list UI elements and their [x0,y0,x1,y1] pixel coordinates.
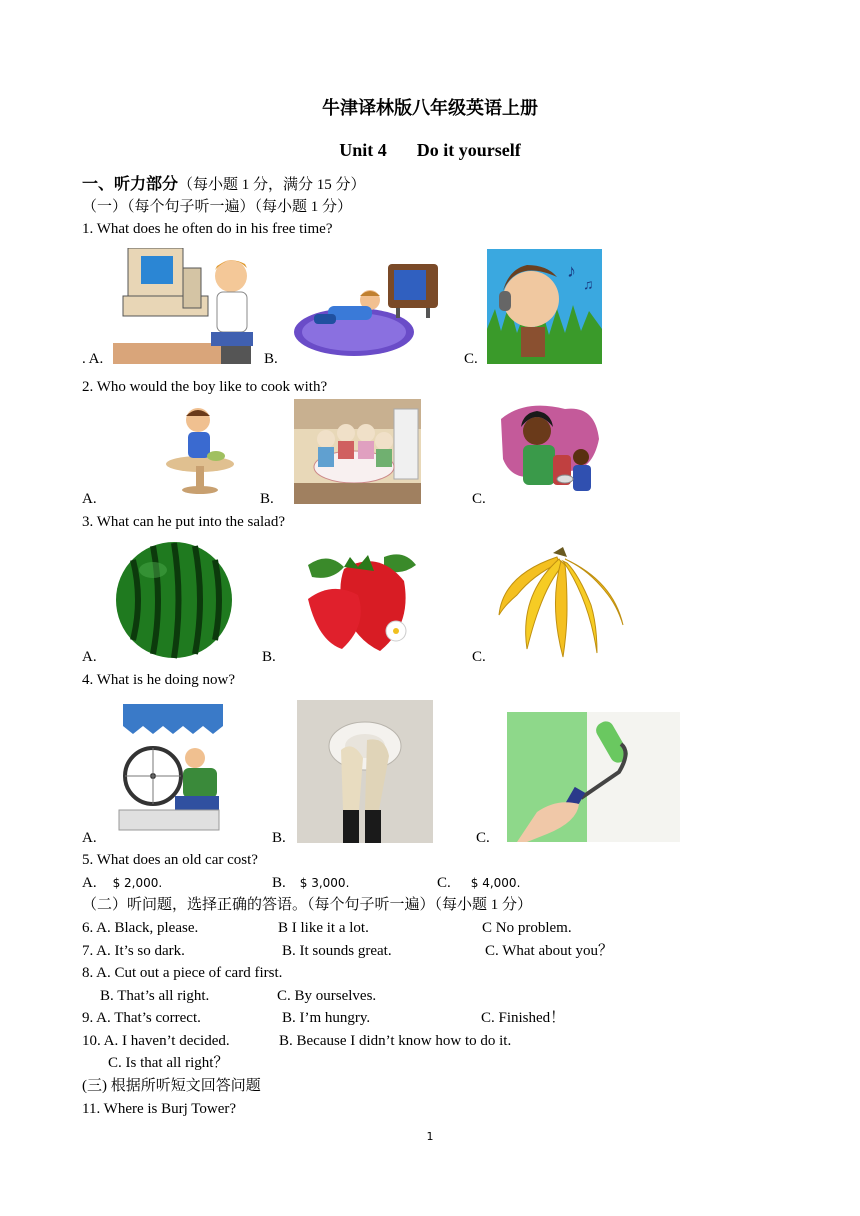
q10-option-c: C. Is that all right？ [108,1055,229,1071]
unit-title [0,140,860,161]
q10-option-a: 10. A. I haven’t decided. [82,1033,230,1049]
q5-option-b-value: $ 3,000. [299,876,350,890]
watermelon-image [113,540,235,662]
paint-wall-image [507,712,680,842]
question-1: 1. What does he often do in his free time? [82,221,333,237]
q5-option-a [82,874,162,892]
q2-option-b: B. [260,491,274,507]
q9-option-c: C. Finished！ [481,1010,566,1026]
q3-option-c: C. [472,649,486,665]
q5-option-a-label: A. [82,875,97,891]
q1-option-c: C. [464,351,478,367]
listening-music-image [487,249,602,364]
question-2: 2. Who would the boy like to cook with? [82,379,328,395]
q8-option-a: 8. A. Cut out a piece of card first. [82,965,283,981]
q7-option-a: 7. A. It’s so dark. [82,943,185,959]
q2-option-a: A. [82,491,97,507]
q4-option-a: A. [82,830,97,846]
q5-option-c-label: C. [437,875,451,891]
question-5: 5. What does an old car cost? [82,852,258,868]
svg-text:♫: ♫ [583,278,594,293]
section-heading [82,176,366,194]
q5-option-b-label: B. [272,875,286,891]
q10-option-b: B. Because I didn’t know how to do it. [279,1033,512,1049]
q5-option-c-value: $ 4,000. [470,876,521,890]
q8-option-c: C. By ourselves. [277,988,377,1004]
section-heading-note: （每小题 1 分，满分 15 分） [178,177,366,193]
part1-label: （一）（每个句子听一遍）（每小题 1 分） [82,199,353,215]
family-cooking-image [495,399,603,505]
q1-option-b: B. [264,351,278,367]
boy-cooking-image [160,404,238,496]
bananas-image [493,545,631,663]
q7-option-c: C. What about you？ [485,943,614,959]
fix-light-image [297,700,433,843]
q6-option-a: 6. A. Black, please. [82,920,199,936]
q7-option-b: B. It sounds great. [282,943,392,959]
question-3: 3. What can he put into the salad? [82,514,285,530]
svg-text:♪: ♪ [567,261,576,281]
part3-label: (三) 根据所听短文回答问题 [82,1078,261,1094]
section-heading-label: 一、听力部分 [82,176,179,193]
q6-option-c: C No problem. [482,920,572,936]
q3-option-b: B. [262,649,276,665]
q4-option-c: C. [476,830,490,846]
bike-repair-image [113,700,238,835]
q9-option-a: 9. A. That’s correct. [82,1010,201,1026]
part2-label: （二）听问题，选择正确的答语。（每个句子听一遍）（每小题 1 分） [82,897,533,913]
watching-tv-image [292,262,442,358]
unit-name: Do it yourself [416,140,521,160]
unit-label: Unit 4 [339,140,387,160]
q9-option-b: B. I’m hungry. [282,1010,371,1026]
computer-user-image [113,248,263,364]
q3-option-a: A. [82,649,97,665]
q1-option-a: . A. [82,351,104,367]
page-number: 1 [426,1130,434,1143]
q5-option-a-value: $ 2,000. [112,876,163,890]
family-meal-image [294,399,421,504]
strawberry-image [288,545,430,663]
q4-option-b: B. [272,830,286,846]
q5-option-b [272,874,349,892]
q8-option-b: B. That’s all right. [100,988,210,1004]
q2-option-c: C. [472,491,486,507]
page-title: 牛津译林版八年级英语上册 [322,98,538,118]
q5-option-c [437,874,520,892]
question-11: 11. Where is Burj Tower? [82,1101,237,1117]
q6-option-b: B I like it a lot. [278,920,369,936]
question-4: 4. What is he doing now? [82,672,236,688]
